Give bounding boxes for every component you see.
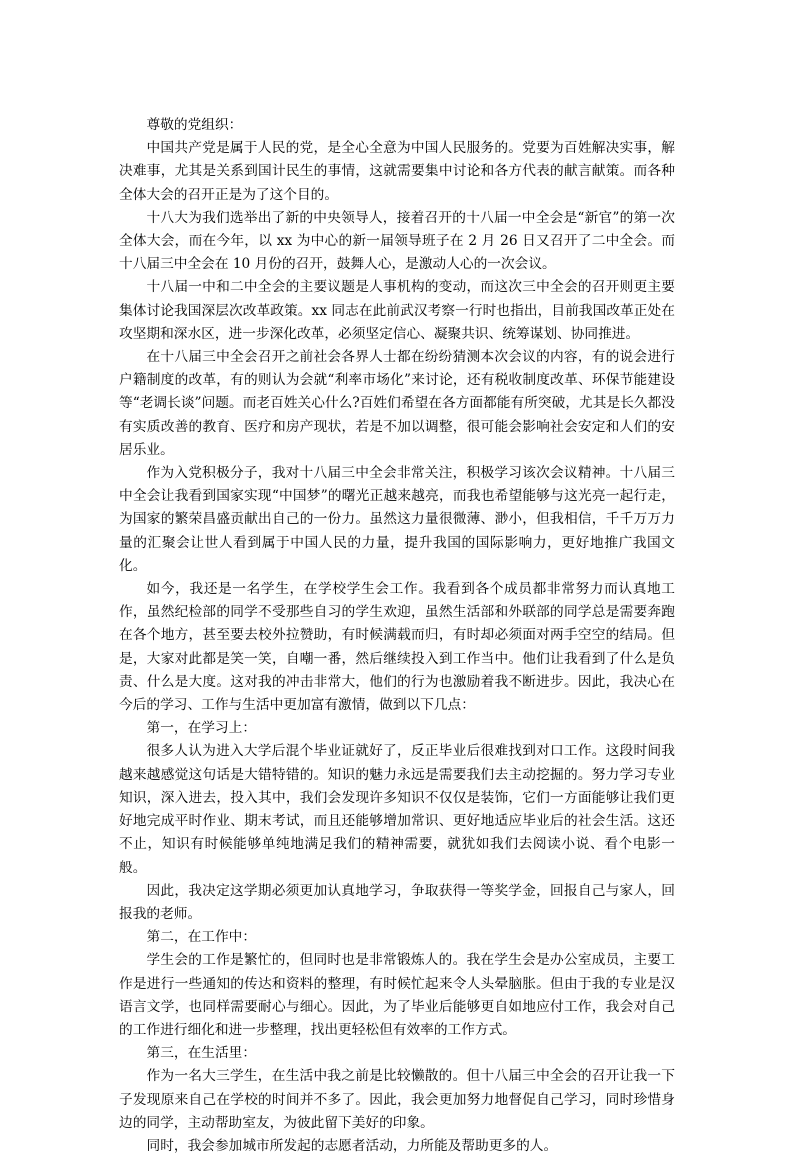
paragraph-life: 作为一名大三学生，在生活中我之前是比较懒散的。但十八届三中全会的召开让我一下子发现原来自己在学校的时间并不多了。因此，我会更加努力地督促自己学习，同时珍惜身边的同学，主动帮助室友，为彼此留下美好的印象。 bbox=[119, 1068, 675, 1131]
paragraph-reform-topic: 十八届一中和二中全会的主要议题是人事机构的变动，而这次三中全会的召开则更主要集体讨论我国深层次改革政策。xx 同志在此前武汉考察一行时也指出，目前我国改革正处在攻坚期和深水区，进一步深化改革，必须坚定信心、凝聚共识、统筹谋划、协同推进。 bbox=[119, 279, 675, 342]
salutation: 尊敬的党组织： bbox=[146, 117, 243, 133]
paragraph-party-activist: 作为入党积极分子，我对十八届三中全会非常关注，积极学习该次会议精神。十八届三中全会让我看到国家实现“中国梦”的曙光正越来越亮，而我也希望能够与这光亮一起行走，为国家的繁荣昌盛贡献出自己的一份力。虽然这力量很微薄、渺小，但我相信，千千万万力量的汇聚会让世人看到属于中国人民的力量，提升我国的国际影响力，更好地推广我国文化。 bbox=[119, 465, 675, 574]
heading-work: 第二，在工作中： bbox=[146, 929, 257, 946]
paragraph-student-union: 如今，我还是一名学生，在学校学生会工作。我看到各个成员都非常努力而认真地工作，虽然纪检部的同学不受那些自习的学生欢迎，虽然生活部和外联部的同学总是需要奔跑在各个地方，甚至要去校外拉赞助，有时候满载而归，有时却必须面对两手空空的结局。但是，大家对此都是笑一笑，自嘲一番，然后继续投入到工作当中。他们让我看到了什么是负责、什么是大度。这对我的冲击非常大，他们的行为也激励着我不断进步。因此，我决心在今后的学习、工作与生活中更加富有激情，做到以下几点： bbox=[119, 581, 675, 714]
paragraph-volunteer: 同时，我会参加城市所发起的志愿者活动，力所能及帮助更多的人。 bbox=[146, 1137, 558, 1154]
paragraph-work: 学生会的工作是繁忙的，但同时也是非常锻炼人的。我在学生会是办公室成员，主要工作是进行一些通知的传达和资料的整理，有时候忙起来令人头晕脑胀。但由于我的专业是汉语言文学，也同样需要耐心与细心。因此，为了毕业后能够更自如地应付工作，我会对自己的工作进行细化和进一步整理，找出更轻松但有效率的工作方式。 bbox=[119, 952, 675, 1038]
paragraph-intro: 中国共产党是属于人民的党，是全心全意为中国人民服务的。党要为百姓解决实事，解决难事，尤其是关系到国计民生的事情，这就需要集中讨论和各方代表的献言献策。而各种全体大会的召开正是为了这个目的。 bbox=[119, 140, 675, 203]
document-body bbox=[119, 114, 675, 1158]
paragraph-study-goal: 因此，我决定这学期必须更加认真地学习，争取获得一等奖学金，回报自己与家人，回报我的老师。 bbox=[119, 882, 675, 922]
paragraph-public-expectations: 在十八届三中全会召开之前社会各界人士都在纷纷猜测本次会议的内容，有的说会进行户籍制度的改革，有的则认为会就“利率市场化”来讨论，还有税收制度改革、环保节能建设等“老调长谈”问题。而老百姓关心什么?百姓们希望在各方面都能有所突破，尤其是长久都没有实质改善的教育、医疗和房产现状，若是不加以调整，很可能会影响社会安定和人们的安居乐业。 bbox=[119, 349, 675, 458]
paragraph-eighteenth-congress: 十八大为我们选举出了新的中央领导人，接着召开的十八届一中全会是“新官”的第一次全体大会，而在今年，以 xx 为中心的新一届领导班子在 2 月 26 日又召开了二中全会。而十八届三中全会在 10 月份的召开，鼓舞人心，是激动人心的一次会议。 bbox=[119, 209, 675, 273]
heading-life: 第三，在生活里： bbox=[146, 1045, 257, 1062]
heading-study: 第一，在学习上： bbox=[146, 720, 257, 737]
paragraph-study: 很多人认为进入大学后混个毕业证就好了，反正毕业后很难找到对口工作。这段时间我越来越感觉这句话是大错特错的。知识的魅力永远是需要我们去主动挖掘的。努力学习专业知识，深入进去，投入其中，我们会发现许多知识不仅仅是装饰，它们一方面能够让我们更好地完成平时作业、期末考试，而且还能够增加常识、更好地适应毕业后的社会生活。这还不止，知识有时候能够单纯地满足我们的精神需要，就犹如我们去阅读小说、看个电影一般。 bbox=[119, 743, 675, 876]
